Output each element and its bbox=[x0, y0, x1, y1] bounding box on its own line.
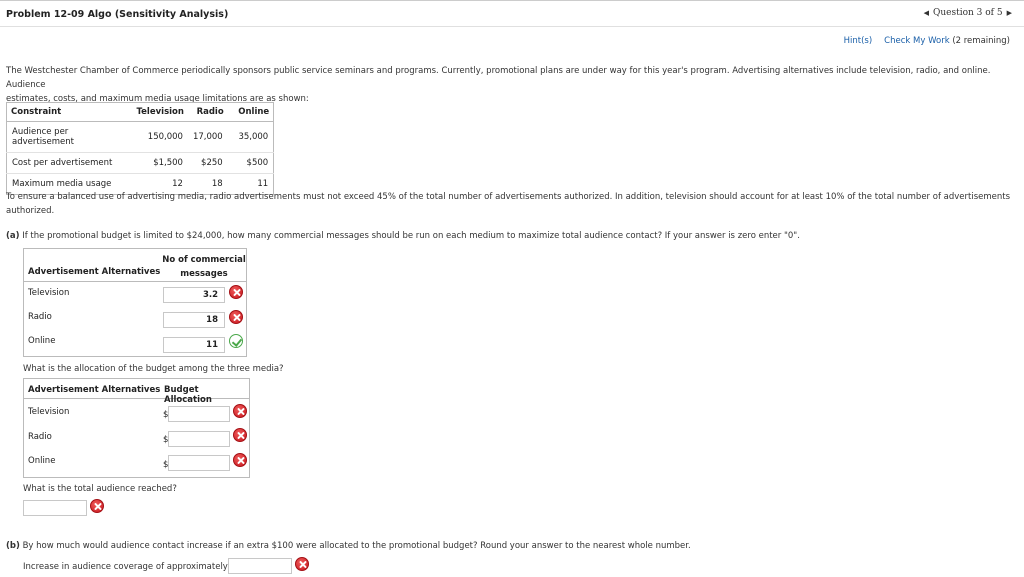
prev-question-icon[interactable]: ◀ bbox=[923, 9, 929, 17]
table-cell: 11 bbox=[228, 174, 274, 195]
problem-title: Problem 12-09 Algo (Sensitivity Analysis) bbox=[6, 9, 229, 20]
column-header: Television bbox=[133, 103, 188, 122]
online-budget-input[interactable] bbox=[168, 455, 230, 471]
column-header: Online bbox=[228, 103, 274, 122]
incorrect-icon bbox=[90, 499, 104, 513]
part-b-prefix: (b) bbox=[6, 541, 20, 551]
incorrect-icon bbox=[233, 453, 247, 467]
table-cell: $1,500 bbox=[133, 153, 188, 174]
online-messages-input[interactable]: 11 bbox=[163, 337, 225, 353]
balance-paragraph bbox=[6, 190, 1020, 218]
question-counter: Question 3 of 5 bbox=[932, 8, 1003, 18]
row-label: Radio bbox=[28, 312, 52, 322]
incorrect-icon bbox=[229, 310, 243, 324]
column-header: Constraint bbox=[7, 103, 133, 122]
allocation-question: What is the allocation of the budget among the three media? bbox=[23, 364, 284, 374]
messages-table-header bbox=[24, 249, 246, 282]
table-header-row bbox=[7, 103, 274, 122]
hint-toolbar bbox=[844, 36, 1010, 46]
table-row bbox=[7, 122, 274, 153]
currency-symbol: $ bbox=[163, 460, 169, 470]
allocation-table-header bbox=[24, 379, 249, 405]
row-label: Television bbox=[28, 407, 70, 417]
table-cell: Audience per advertisement bbox=[7, 122, 133, 153]
intro-line-2: estimates, costs, and maximum media usage limitations are as shown: bbox=[6, 94, 309, 104]
table-cell: 18 bbox=[188, 174, 228, 195]
radio-messages-input[interactable]: 18 bbox=[163, 312, 225, 328]
column-header: Budget Allocation bbox=[164, 385, 212, 405]
part-b-question bbox=[6, 541, 691, 551]
column-header: Advertisement Alternatives bbox=[28, 267, 161, 277]
radio-budget-input[interactable] bbox=[168, 431, 230, 447]
part-a-question bbox=[6, 231, 800, 241]
intro-paragraph bbox=[6, 64, 1020, 106]
part-b-text: By how much would audience contact increase if an extra $100 were allocated to the promotional budget? Round your answer to the nearest whole number. bbox=[22, 541, 691, 551]
television-budget-input[interactable] bbox=[168, 406, 230, 422]
row-label: Television bbox=[28, 288, 70, 298]
check-work-group bbox=[884, 36, 1010, 46]
balance-line-2: authorized. bbox=[6, 206, 55, 216]
check-my-work-link[interactable]: Check My Work bbox=[884, 36, 950, 46]
next-question-icon[interactable]: ▶ bbox=[1006, 9, 1012, 17]
table-cell: 35,000 bbox=[228, 122, 274, 153]
table-cell: Maximum media usage bbox=[7, 174, 133, 195]
part-a-text: If the promotional budget is limited to $24,000, how many commercial messages should be run on each medium to maximize total audience contact? If your answer is zero enter "0". bbox=[22, 231, 800, 241]
audience-question: What is the total audience reached? bbox=[23, 484, 177, 494]
incorrect-icon bbox=[295, 557, 309, 571]
table-cell: Cost per advertisement bbox=[7, 153, 133, 174]
television-messages-input[interactable]: 3.2 bbox=[163, 287, 225, 303]
balance-line-1: To ensure a balanced use of advertising media, radio advertisements must not exceed 45% of the total number of advertisements authorized. In addition, television should account for at least 10% of the total number of advertisements bbox=[6, 192, 1011, 202]
total-audience-input[interactable] bbox=[23, 500, 87, 516]
increase-label: Increase in audience coverage of approximately bbox=[23, 562, 228, 572]
row-label: Online bbox=[28, 336, 56, 346]
table-cell: 12 bbox=[133, 174, 188, 195]
column-header bbox=[162, 253, 246, 281]
row-label: Radio bbox=[28, 432, 52, 442]
incorrect-icon bbox=[233, 428, 247, 442]
table-cell: $250 bbox=[188, 153, 228, 174]
remaining-count: (2 remaining) bbox=[952, 36, 1010, 46]
row-label: Online bbox=[28, 456, 56, 466]
header-bar bbox=[0, 0, 1024, 27]
incorrect-icon bbox=[229, 285, 243, 299]
column-header-line: messages bbox=[180, 269, 228, 279]
question-navigator bbox=[924, 8, 1012, 18]
currency-symbol: $ bbox=[163, 435, 169, 445]
column-header: Advertisement Alternatives bbox=[28, 385, 161, 395]
intro-line-1: The Westchester Chamber of Commerce periodically sponsors public service seminars and programs. Currently, promotional plans are under way for this year's program. Advertising alternatives include television, radio, and online. Audience bbox=[6, 66, 991, 90]
table-row bbox=[7, 153, 274, 174]
column-header-line: No of commercial bbox=[162, 255, 246, 265]
constraints-table bbox=[6, 102, 274, 195]
table-cell: 150,000 bbox=[133, 122, 188, 153]
incorrect-icon bbox=[233, 404, 247, 418]
correct-icon bbox=[229, 334, 243, 348]
column-header: Radio bbox=[188, 103, 228, 122]
part-a-prefix: (a) bbox=[6, 231, 20, 241]
table-cell: $500 bbox=[228, 153, 274, 174]
currency-symbol: $ bbox=[163, 410, 169, 420]
audience-increase-input[interactable] bbox=[228, 558, 292, 574]
table-cell: 17,000 bbox=[188, 122, 228, 153]
hints-link[interactable]: Hint(s) bbox=[843, 36, 873, 46]
